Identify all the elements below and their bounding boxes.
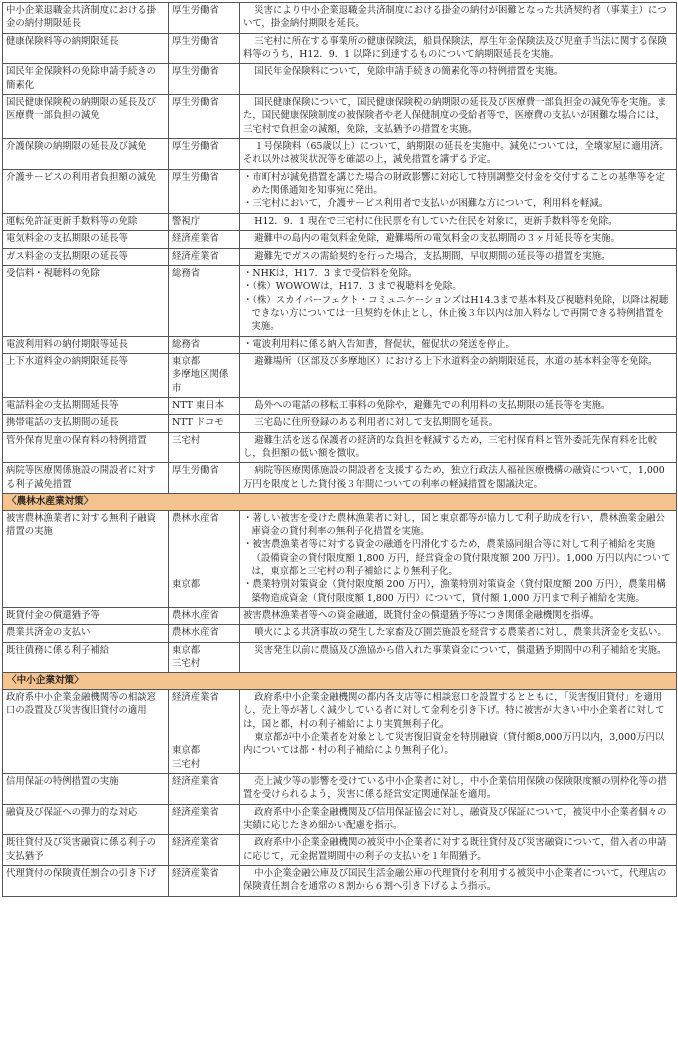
- description-text: 売上減少等の影響を受けている中小企業者に対し，中小企業信用保険の保険限度額の別枠化等の措置を受けられるよう，災害に係る経営安定関連保証を適用。: [243, 776, 667, 801]
- agency-name: 農林水産省: [172, 512, 219, 524]
- agency-name: 東京都: [172, 355, 201, 367]
- measure-name: 被害農林漁業者に対する無利子融資措置の実施: [3, 510, 169, 607]
- description-text: ・（株）スカイパーフェクト・コミュニケーションズはH14.3まで基本料及び視聴料免除，以降は視聴できない方については一旦契約を休止とし，休止後３年以内は加入料なしで再開できる特例措置を実施。: [243, 294, 669, 333]
- table-row: [3, 3, 677, 34]
- table-row: [3, 95, 677, 139]
- description-text: ・（株）WOWOWは，H17．3 まで視聴料を免除。: [243, 281, 462, 293]
- measure-description: [240, 64, 677, 95]
- agency-cell: [169, 608, 240, 625]
- agency-cell: [169, 336, 240, 353]
- measure-description: [240, 33, 677, 64]
- description-text: 避難場所（区部及び多摩地区）における上下水道料金の納期限延長，水道の基本料金等を免除。: [254, 355, 658, 367]
- measure-name: 農業共済金の支払い: [3, 625, 169, 642]
- measure-description: [240, 432, 677, 463]
- table-row: [3, 213, 677, 230]
- measure-name: 電気料金の支払期限の延長等: [3, 231, 169, 248]
- description-text: 避難先でガスの需給契約を行った場合，支払期間，早収期間の延長等の措置を実施。: [254, 250, 611, 262]
- agency-cell: [169, 33, 240, 64]
- description-text: 噴火による共済事故の発生した家畜及び園芸施設を経営する農業者に対し，農業共済金を支払い。: [254, 627, 667, 639]
- measure-name: 病院等医療関係施設の開設者に対する利子減免措置: [3, 463, 169, 494]
- agency-name: 経済産業省: [172, 233, 219, 245]
- measure-description: [240, 866, 677, 897]
- agency-name: 三宅村: [172, 434, 201, 446]
- measure-name: 運転免許証更新手数料等の免除: [3, 213, 169, 230]
- measure-name: 政府系中小企業金融機関等の相談窓口の設置及び災害復旧貸付の適用: [3, 690, 169, 774]
- agency-name: 厚生労働省: [172, 5, 219, 16]
- description-text: ・NHKは，H17．3 まで受信料を免除。: [243, 267, 418, 279]
- table-row: [3, 265, 677, 336]
- table-row: [3, 804, 677, 835]
- table-row: [3, 608, 677, 625]
- measure-description: [240, 463, 677, 494]
- agency-spacer: [172, 704, 236, 717]
- agency-name: NTT 東日本: [172, 399, 224, 411]
- table-row: [3, 774, 677, 805]
- description-text: H12．9．1 現在で三宅村に住民票を有していた住民を対象に，更新手数料等を免除。: [254, 215, 618, 227]
- table-row: [3, 336, 677, 353]
- measure-name: 既往貸付及び災害融資に係る利子の支払猶予: [3, 835, 169, 866]
- measure-description: [240, 139, 677, 170]
- agency-name: 東京都: [172, 579, 201, 591]
- measure-description: [240, 169, 677, 213]
- description-text: 災害により中小企業退職金共済制度における掛金の納付が困難となった共済契約者（事業主）について，掛金納付期限を延長。: [243, 5, 667, 30]
- agency-cell: [169, 463, 240, 494]
- table-row: [3, 64, 677, 95]
- description-text: 政府系中小企業金融機関の被災中小企業者に対する既往貸付及び災害融資について，借入者の申請に応じて，元金据置期間中の利子の支払いを１年間猶予。: [243, 837, 667, 862]
- agency-name: 経済産業省: [172, 806, 219, 818]
- description-text: ・著しい被害を受けた農林漁業者に対し，国と東京都等が協力して利子助成を行い，農林漁業金融公庫資金の貸付利率の無利子化措置を実施。: [243, 512, 665, 537]
- measure-description: [240, 415, 677, 432]
- agency-cell: [169, 642, 240, 673]
- description-text: 避難中の島内の電気料金免除，避難場所の電気料金の支払期間の３ヶ月延長等を実施。: [254, 233, 620, 245]
- agency-name: 厚生労働省: [172, 97, 219, 109]
- measure-name: 代理貸付の保険責任割合の引き下げ: [3, 866, 169, 897]
- agency-spacer: [172, 731, 236, 744]
- measure-name: 電波利用料の納付期限等延長: [3, 336, 169, 353]
- description-text: 災害発生以前に農協及び漁協から借入れた事業資金について，償還猶予期間中の利子補給を実施。: [254, 644, 667, 656]
- agency-cell: [169, 415, 240, 432]
- table-row: [3, 625, 677, 642]
- agency-spacer: [172, 525, 236, 538]
- agency-cell: [169, 169, 240, 213]
- measure-description: [240, 690, 677, 774]
- measure-description: [240, 835, 677, 866]
- agency-name: 東京都: [172, 644, 201, 656]
- description-text: ・電波利用料に係る納入告知書，督促状，催促状の発送を停止。: [243, 338, 515, 350]
- table-row: [3, 248, 677, 265]
- agency-name: 東京都: [172, 745, 201, 757]
- table-row: [3, 432, 677, 463]
- measure-name: 介護サービスの利用者負担額の減免: [3, 169, 169, 213]
- measure-name: 健康保険料等の納期限延長: [3, 33, 169, 64]
- agency-name: 総務省: [172, 338, 201, 350]
- measure-description: [240, 95, 677, 139]
- agency-cell: [169, 248, 240, 265]
- description-text: 避難生活を送る保護者の経済的な負担を軽減するため，三宅村保育料と管外委託先保育料を比較し，負担額の低い額を徴収。: [243, 434, 658, 459]
- table-row: [3, 510, 677, 607]
- measure-description: [240, 510, 677, 607]
- table-row: [3, 397, 677, 414]
- description-text: 島外への電話の移転工事料の免除や，避難先での利用料の支払期限の延長等を実施。: [254, 399, 611, 411]
- table-row: [3, 139, 677, 170]
- agency-name: 厚生労働省: [172, 35, 219, 47]
- section-header-row: [3, 494, 677, 511]
- description-text: 中小企業金融公庫及び国民生活金融公庫の代理貸付を利用する被災中小企業者について，代理店の保険責任割合を通常の８割から６割へ引き下げるよう指示。: [243, 868, 667, 893]
- description-text: 政府系中小企業金融機関の都内各支店等に相談窓口を設置するとともに，「災害復旧貸付」を適用し，売上等が著しく減少している者に対して金利を引き下げ。特に被害が大きい中小企業者に対しては，国と都，村の利子補給により実質無利子化。: [243, 692, 665, 730]
- agency-name: 厚生労働省: [172, 141, 219, 153]
- table-row: [3, 835, 677, 866]
- description-text: 三宅島に住所登録のある利用者に対して支払期間を延長。: [254, 417, 499, 429]
- measure-description: [240, 248, 677, 265]
- measure-description: [240, 336, 677, 353]
- agency-name: 農林水産省: [172, 627, 219, 639]
- measure-name: 受信料・視聴料の免除: [3, 265, 169, 336]
- measure-name: 電話料金の支払期間延長等: [3, 397, 169, 414]
- table-row: [3, 866, 677, 897]
- table-row: [3, 33, 677, 64]
- measure-description: [240, 3, 677, 34]
- description-text: １号保険料（65歳以上）について，納期限の延長を実施中。減免については，全壊家屋に適用済。それ以外は被災状況等を確認の上，減免措置を講ずる予定。: [243, 141, 669, 166]
- measure-name: 融資及び保証への弾力的な対応: [3, 804, 169, 835]
- description-text: 国民健康保険について，国民健康保険税の納期限の延長及び医療費一部負担金の減免等を実施。また，国民健康保険制度の被保険者や老人保健制度の受給者等で，医療費の支払いが困難な場合には，三宅村で負担金の減額，免除，支払猶予の措置を実施。: [243, 97, 667, 135]
- measures-table-body: [3, 3, 677, 897]
- description-text: ・被害農漁業者等に対する資金の融通を円滑化するため，農業協同組合等に対して利子補給を実施（設備資金の貸付限度額 1,800 万円，経営資金の貸付限度額 200 万円）。1,000 万円以内については，東京都と三宅村の利子補給により無利子化。: [243, 539, 671, 577]
- agency-name: 多摩地区関係市: [172, 369, 229, 394]
- agency-cell: [169, 213, 240, 230]
- agency-name: 厚生労働省: [172, 66, 219, 78]
- agency-cell: [169, 397, 240, 414]
- measure-name: 国民年金保険料の免除申請手続きの簡素化: [3, 64, 169, 95]
- agency-name: 農林水産省: [172, 610, 219, 622]
- table-row: [3, 642, 677, 673]
- table-row: [3, 231, 677, 248]
- table-row: [3, 353, 677, 397]
- measure-name: 管外保育児童の保育料の特例措置: [3, 432, 169, 463]
- agency-name: 経済産業省: [172, 868, 219, 880]
- measure-description: [240, 397, 677, 414]
- measure-description: [240, 642, 677, 673]
- table-row: [3, 415, 677, 432]
- agency-name: 警視庁: [172, 215, 201, 227]
- agency-cell: [169, 139, 240, 170]
- measure-name: ガス料金の支払期限の延長等: [3, 248, 169, 265]
- agency-name: 経済産業省: [172, 692, 219, 703]
- table-row: [3, 169, 677, 213]
- agency-cell: [169, 774, 240, 805]
- agency-name: 総務省: [172, 267, 201, 279]
- measure-name: 介護保険の納期限の延長及び減免: [3, 139, 169, 170]
- agency-name: 三宅村: [172, 658, 201, 670]
- agency-spacer: [172, 538, 236, 551]
- measure-description: [240, 213, 677, 230]
- measure-name: 信用保証の特例措置の実施: [3, 774, 169, 805]
- measure-description: [240, 774, 677, 805]
- description-text: 被害農林漁業者等への資金融通，既貸付金の償還猶予等につき関係金融機関を指導。: [243, 610, 600, 622]
- measure-description: [240, 804, 677, 835]
- measure-description: [240, 625, 677, 642]
- description-text: 三宅村に所在する事業所の健康保険法，船員保険法，厚生年金保険法及び児童手当法に関する保険料等のうち，H12．9．1 以降に到達するものについて納期限延長を実施。: [243, 35, 667, 61]
- measure-description: [240, 231, 677, 248]
- description-text: 東京都が中小企業者を対象として災害復旧資金を特別融資（貸付額8,000万円以内，3,000万円以内については都・村の利子補給により無利子化）。: [243, 732, 665, 757]
- measures-table: [2, 2, 677, 897]
- agency-spacer: [172, 565, 236, 578]
- measure-name: 中小企業退職金共済制度における掛金の納付期限延長: [3, 3, 169, 34]
- agency-spacer: [172, 552, 236, 565]
- agency-name: 厚生労働省: [172, 171, 219, 183]
- agency-cell: [169, 690, 240, 774]
- agency-name: 厚生労働省: [172, 465, 219, 477]
- agency-cell: [169, 804, 240, 835]
- measure-name: 既貸付金の償還猶予等: [3, 608, 169, 625]
- agency-cell: [169, 353, 240, 397]
- agency-cell: [169, 432, 240, 463]
- agency-cell: [169, 95, 240, 139]
- measure-name: 上下水道料金の納期限延長等: [3, 353, 169, 397]
- section-title: 〈中小企業対策〉: [3, 673, 677, 690]
- measure-name: 既往債務に係る利子補給: [3, 642, 169, 673]
- agency-spacer: [172, 718, 236, 731]
- measure-description: [240, 608, 677, 625]
- agency-name: 経済産業省: [172, 837, 219, 849]
- section-header-row: [3, 673, 677, 690]
- measure-name: 携帯電話の支払期間の延長: [3, 415, 169, 432]
- agency-cell: [169, 64, 240, 95]
- table-row: [3, 463, 677, 494]
- agency-cell: [169, 510, 240, 607]
- agency-name: 経済産業省: [172, 776, 219, 788]
- description-text: ・農業特別対策資金（貸付限度額 200 万円），漁業特別対策資金（貸付限度額 200 万円），農業用構築物造成資金（貸付限度額 1,800 万円）について，貸付額 1,000 万円まで利子補給を実施。: [243, 579, 666, 604]
- agency-cell: [169, 866, 240, 897]
- measure-name: 国民健康保険税の納期限の延長及び医療費一部負担の減免: [3, 95, 169, 139]
- agency-cell: [169, 231, 240, 248]
- agency-name: 三宅村: [172, 758, 201, 770]
- agency-cell: [169, 625, 240, 642]
- agency-cell: [169, 265, 240, 336]
- agency-cell: [169, 835, 240, 866]
- description-text: 政府系中小企業金融機関及び信用保証協会に対し，融資及び保証について，被災中小企業者個々の実績に応じたきめ細かい配慮を指示。: [243, 806, 667, 832]
- agency-name: NTT ドコモ: [172, 417, 224, 429]
- description-text: 病院等医療関係施設の開設者を支援するため，独立行政法人福祉医療機構の融資について，1,000万円を限度とした貸付後３年間についての利率の軽減措置を閣議決定。: [243, 465, 665, 490]
- agency-name: 経済産業省: [172, 250, 219, 262]
- section-title: 〈農林水産業対策〉: [3, 494, 677, 511]
- measure-description: [240, 353, 677, 397]
- table-row: [3, 690, 677, 774]
- measure-description: [240, 265, 677, 336]
- agency-cell: [169, 3, 240, 34]
- description-text: ・三宅村において，介護サービス利用者で支払いが困難な方について，利用料を軽減。: [243, 198, 609, 210]
- description-text: ・市町村が減免措置を講じた場合の財政影響に対応して特別調整交付金を交付することの基準等を定めた関係通知を知事宛に発出。: [243, 171, 665, 197]
- description-text: 国民年金保険料について，免除申請手続きの簡素化等の特例措置を実施。: [254, 66, 564, 78]
